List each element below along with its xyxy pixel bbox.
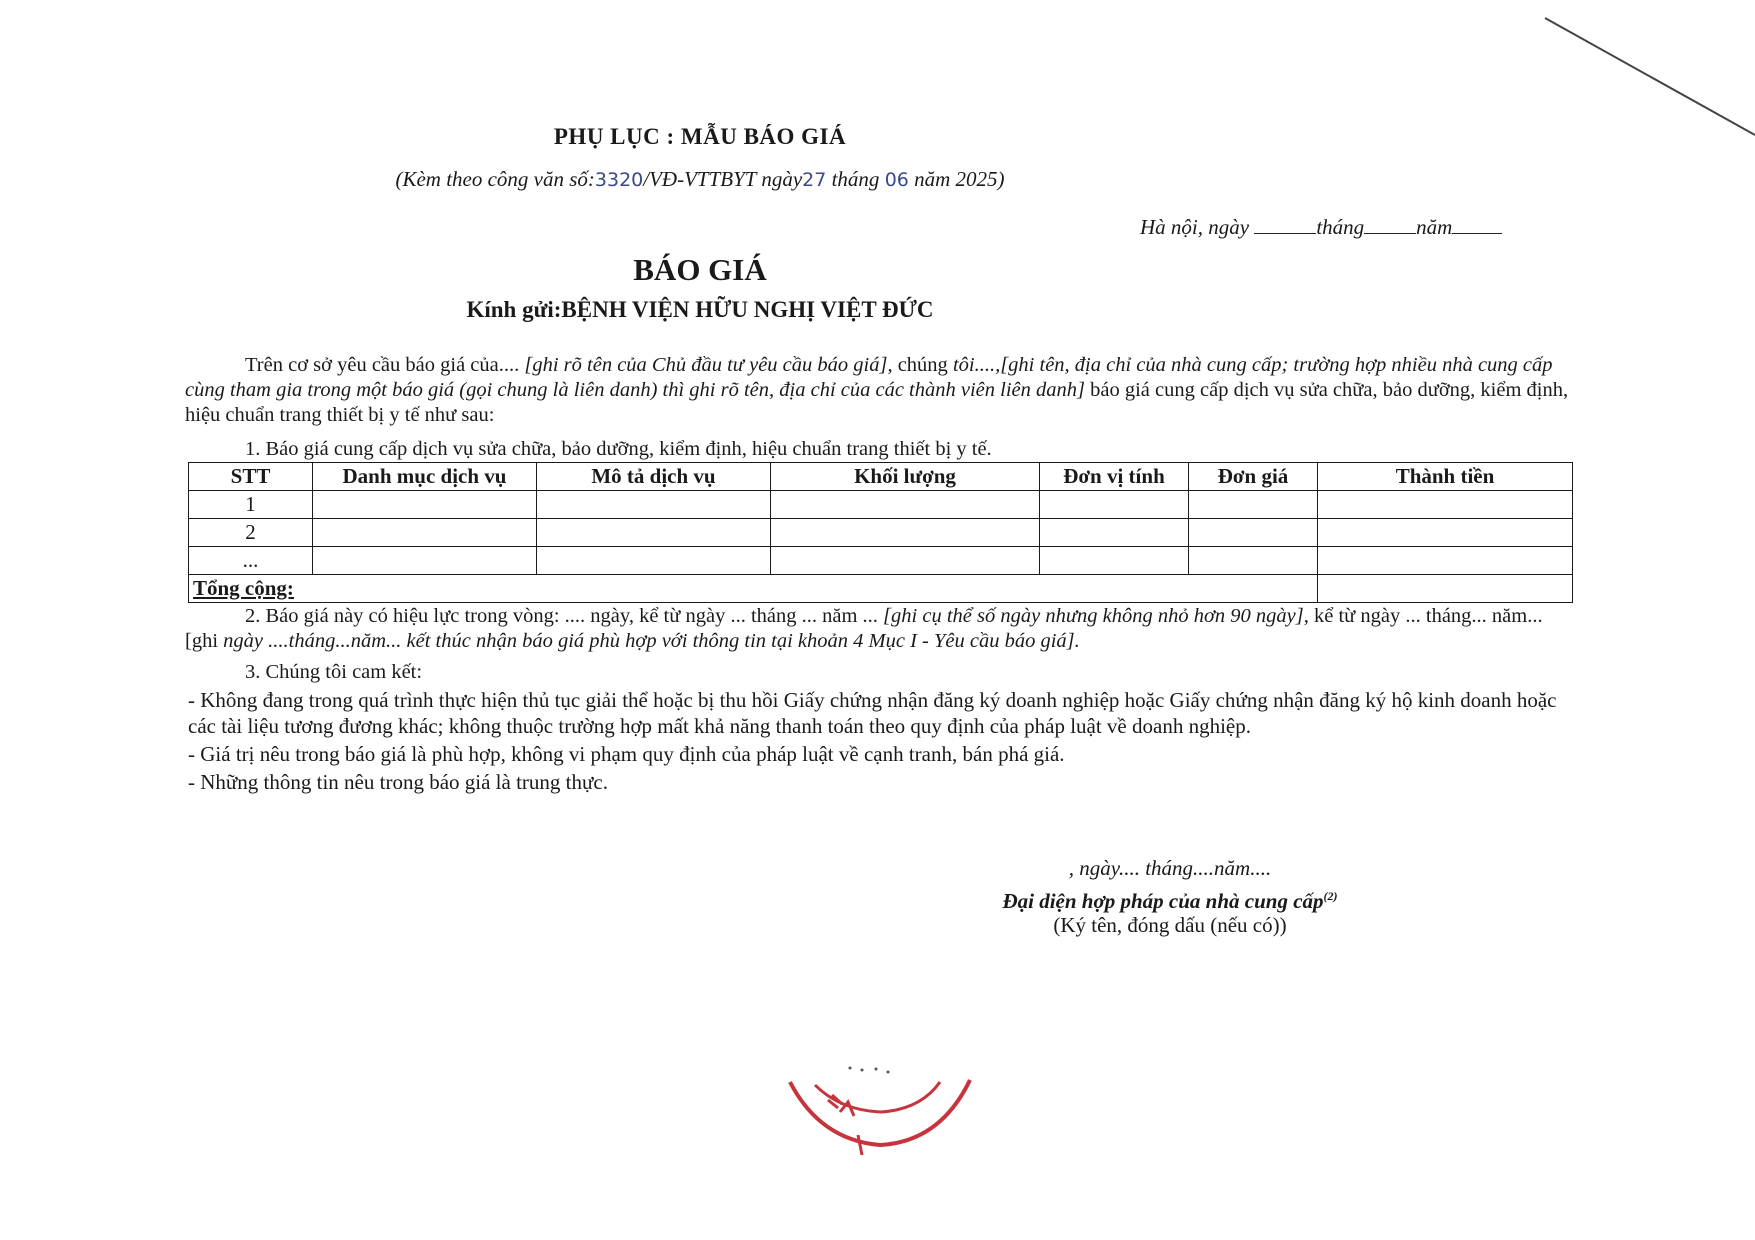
item-2 [185,604,1575,654]
row-stt: 1 [189,491,313,519]
table-cell [313,547,537,575]
red-stamp-fragment [780,1060,980,1170]
attachment-day: 27 [802,169,827,191]
addressee: Kính gửi:BỆNH VIỆN HỮU NGHỊ VIỆT ĐỨC [466,297,934,322]
attachment-reference [0,167,1400,192]
col-stt: STT [189,463,313,491]
item2-text-1: 2. Báo giá này có hiệu lực trong vòng: .... ngày, kể từ ngày ... tháng ... năm ... [245,605,884,627]
signature-date: , ngày.... tháng....năm.... [1068,856,1272,880]
signature-role-footnote: (2) [1323,889,1338,903]
commitment-item: - Những thông tin nêu trong báo giá là trung thực. [188,770,608,794]
intro-paragraph [185,353,1575,428]
table-cell [1189,547,1318,575]
attachment-month-label: tháng [826,167,885,191]
day-blank [1254,232,1316,234]
item-1: 1. Báo giá cung cấp dịch vụ sửa chữa, bảo dưỡng, kiểm định, hiệu chuẩn trang thiết bị y tế. [245,438,992,460]
table-cell [1189,491,1318,519]
row-stt: ... [189,547,313,575]
table-row [189,519,1573,547]
table-cell [537,491,771,519]
quotation-table [188,462,1573,603]
col-service-desc: Mô tả dịch vụ [537,463,771,491]
table-cell [1040,519,1189,547]
table-row [189,491,1573,519]
table-cell [313,491,537,519]
item-3: 3. Chúng tôi cam kết: [245,661,423,683]
table-cell [771,547,1040,575]
document-title: BÁO GIÁ [633,252,767,287]
month-blank [1364,232,1416,234]
place-date-place: Hà nội, ngày [1140,215,1255,239]
table-cell [1318,491,1573,519]
signature-note: (Ký tên, đóng dấu (nếu có)) [1053,913,1287,937]
table-header-row [189,463,1573,491]
commitment-item: - Không đang trong quá trình thực hiện thủ tục giải thể hoặc bị thu hồi Giấy chứng nhận đăng ký doanh nghiệp hoặc Giấy chứng nhận đăng ký hộ kinh doanh hoặc các tài liệu tương đương khác; không thuộc trường hợp mất khả năng thanh toán theo quy định của pháp luật về doanh nghiệp. [188,688,1557,738]
appendix-title: PHỤ LỤC : MẪU BÁO GIÁ [553,124,847,149]
intro-text-1: Trên cơ sở yêu cầu báo giá của.... [245,354,525,376]
place-date-year: năm [1416,215,1453,239]
commitment-item: - Giá trị nêu trong báo giá là phù hợp, không vi phạm quy định của pháp luật về cạnh tranh, bán phá giá. [188,742,1065,766]
item2-text-2: [ghi cụ thể số ngày nhưng không nhỏ hơn 90 ngày] [883,605,1304,627]
table-cell [537,519,771,547]
place-date [1140,215,1502,240]
attachment-mid: /VĐ-VTTBYT ngày [643,167,803,191]
intro-text-4: tôi....,[ghi tên, địa chỉ của nhà cung cấp; trường hợp nhiều nhà cung cấp cùng tham gia trong một báo giá (gọi chung là liên danh) thì ghi rõ tên, địa chỉ của các thành viên liên danh] [185,354,1553,401]
place-date-month: tháng [1316,215,1365,239]
col-unit-price: Đơn giá [1189,463,1318,491]
total-value-cell [1318,575,1573,603]
table-row [189,547,1573,575]
table-cell [1189,519,1318,547]
col-unit: Đơn vị tính [1040,463,1189,491]
commitments-list [188,687,1578,797]
table-cell [1040,547,1189,575]
total-row [189,575,1573,603]
signature-role-text: Đại diện hợp pháp của nhà cung cấp [1002,889,1324,913]
table-cell [1318,547,1573,575]
total-label: Tổng cộng: [189,575,1318,603]
intro-text-3: , chúng [887,354,953,376]
item2-text-4: ngày ....tháng...năm... kết thúc nhận báo giá phù hợp với thông tin tại khoản 4 Mục I - Yêu cầu báo giá]. [223,630,1080,652]
col-quantity: Khối lượng [771,463,1040,491]
row-stt: 2 [189,519,313,547]
year-blank [1452,232,1502,234]
table-cell [537,547,771,575]
attachment-month: 06 [884,169,909,191]
col-amount: Thành tiền [1318,463,1573,491]
attachment-suffix: năm 2025) [908,167,1005,191]
intro-text-5: báo giá cung cấp dịch vụ sửa chữa, bảo dưỡng, kiểm định, hiệu chuẩn trang thiết bị y tế như sau: [185,379,1569,426]
attachment-prefix: (Kèm theo công văn số: [395,167,595,191]
attachment-number: 3320 [594,169,644,191]
table-cell [771,519,1040,547]
table-cell [1040,491,1189,519]
table-cell [313,519,537,547]
item2-text-3: , kể từ ngày ... tháng... năm...[ghi [185,605,1543,652]
col-service-list: Danh mục dịch vụ [313,463,537,491]
table-cell [1318,519,1573,547]
table-cell [771,491,1040,519]
intro-text-2: [ghi rõ tên của Chủ đầu tư yêu cầu báo giá] [524,354,888,376]
